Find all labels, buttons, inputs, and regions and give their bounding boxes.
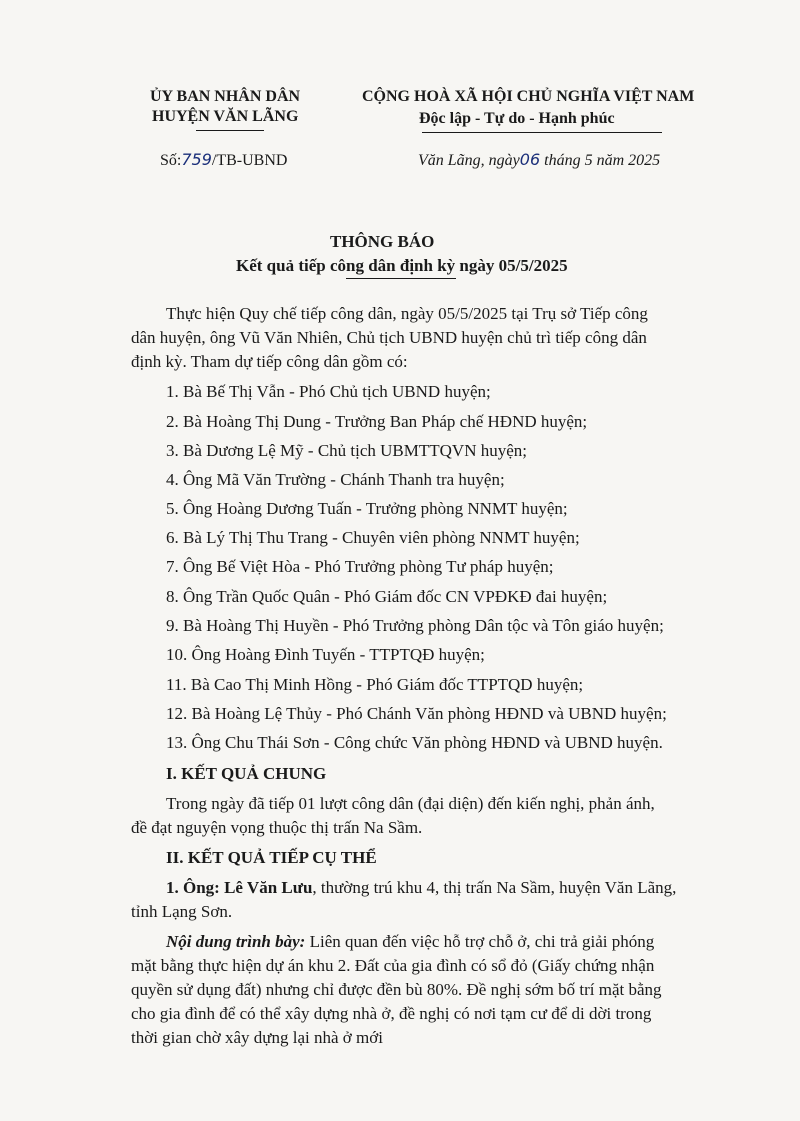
section-2-heading: II. KẾT QUẢ TIẾP CỤ THỂ <box>166 848 377 867</box>
agency-name-line1: ỦY BAN NHÂN DÂN <box>150 88 301 105</box>
content-line-5: thời gian chờ xây dựng lại nhà ở mới <box>131 1028 383 1047</box>
attendee-item: 11. Bà Cao Thị Minh Hồng - Phó Giám đốc TTPTQD huyện; <box>166 675 584 694</box>
content-line-1 <box>166 930 654 954</box>
case-1-address: , thường trú khu 4, thị trấn Na Sầm, huyện Văn Lãng, <box>312 878 677 897</box>
document-number-handwritten: 759 <box>181 150 212 169</box>
national-title: CỘNG HOÀ XÃ HỘI CHỦ NGHĨA VIỆT NAM <box>362 88 695 105</box>
intro-line-1: Thực hiện Quy chế tiếp công dân, ngày 05/5/2025 tại Trụ sở Tiếp công <box>166 304 648 323</box>
content-text-1: Liên quan đến việc hỗ trợ chỗ ở, chi trả giải phóng <box>305 932 655 951</box>
intro-line-2: dân huyện, ông Vũ Văn Nhiên, Chủ tịch UBND huyện chủ trì tiếp công dân <box>131 328 647 347</box>
case-1-label: 1. Ông: <box>166 878 220 897</box>
case-1-name: Lê Văn Lưu <box>224 878 313 897</box>
attendee-item: 1. Bà Bế Thị Vẫn - Phó Chủ tịch UBND huyện; <box>166 382 491 401</box>
document-subtitle: Kết quả tiếp công dân định kỳ ngày 05/5/2025 <box>236 256 568 275</box>
document-date <box>418 150 660 170</box>
case-1-line-1 <box>166 876 676 900</box>
attendee-item: 12. Bà Hoàng Lệ Thủy - Phó Chánh Văn phòng HĐND và UBND huyện; <box>166 704 667 723</box>
attendee-item: 5. Ông Hoàng Dương Tuấn - Trưởng phòng NNMT huyện; <box>166 499 568 518</box>
content-line-4: cho gia đình để có thể xây dựng nhà ở, đề nghị có nơi tạm cư để di dời trong <box>131 1004 652 1023</box>
motto-underline <box>422 132 662 133</box>
attendee-item: 8. Ông Trần Quốc Quân - Phó Giám đốc CN VPĐKĐ đai huyện; <box>166 587 608 606</box>
agency-underline <box>196 130 264 131</box>
case-1-line-2: tỉnh Lạng Sơn. <box>131 902 233 921</box>
section-1-line-1: Trong ngày đã tiếp 01 lượt công dân (đại diện) đến kiến nghị, phản ánh, <box>166 794 655 813</box>
attendee-item: 13. Ông Chu Thái Sơn - Công chức Văn phòng HĐND và UBND huyện. <box>166 733 663 752</box>
agency-name-line2: HUYỆN VĂN LÃNG <box>152 108 299 125</box>
attendee-item: 4. Ông Mã Văn Trường - Chánh Thanh tra huyện; <box>166 470 505 489</box>
attendee-item: 7. Ông Bế Việt Hòa - Phó Trưởng phòng Tư pháp huyện; <box>166 557 554 576</box>
subtitle-underline <box>346 278 456 279</box>
date-suffix: tháng 5 năm 2025 <box>544 152 661 169</box>
content-line-2: mặt bằng thực hiện dự án khu 2. Đất của gia đình có sổ đỏ (Giấy chứng nhận <box>131 956 655 975</box>
section-1-heading: I. KẾT QUẢ CHUNG <box>166 764 327 783</box>
attendee-item: 2. Bà Hoàng Thị Dung - Trưởng Ban Pháp chế HĐND huyện; <box>166 412 588 431</box>
intro-line-3: định kỳ. Tham dự tiếp công dân gồm có: <box>131 352 408 371</box>
attendee-item: 10. Ông Hoàng Đình Tuyến - TTPTQĐ huyện; <box>166 645 485 664</box>
attendee-item: 3. Bà Dương Lệ Mỹ - Chủ tịch UBMTTQVN huyện; <box>166 441 528 460</box>
content-label: Nội dung trình bày: <box>166 932 306 951</box>
document-number-prefix: Số: <box>160 152 182 169</box>
attendee-item: 6. Bà Lý Thị Thu Trang - Chuyên viên phòng NNMT huyện; <box>166 528 580 547</box>
document-number <box>160 150 287 170</box>
date-day-handwritten: 06 <box>519 150 541 169</box>
document-number-suffix: /TB-UBND <box>211 152 288 169</box>
attendee-item: 9. Bà Hoàng Thị Huyền - Phó Trưởng phòng Dân tộc và Tôn giáo huyện; <box>166 616 664 635</box>
national-motto: Độc lập - Tự do - Hạnh phúc <box>419 110 615 127</box>
date-prefix: Văn Lãng, ngày <box>418 152 520 169</box>
section-1-line-2: đề đạt nguyện vọng thuộc thị trấn Na Sầm. <box>131 818 423 837</box>
document-title: THÔNG BÁO <box>330 232 435 251</box>
content-line-3: quyền sử dụng đất) nhưng chỉ được đền bù 80%. Đề nghị sớm bố trí mặt bằng <box>131 980 662 999</box>
